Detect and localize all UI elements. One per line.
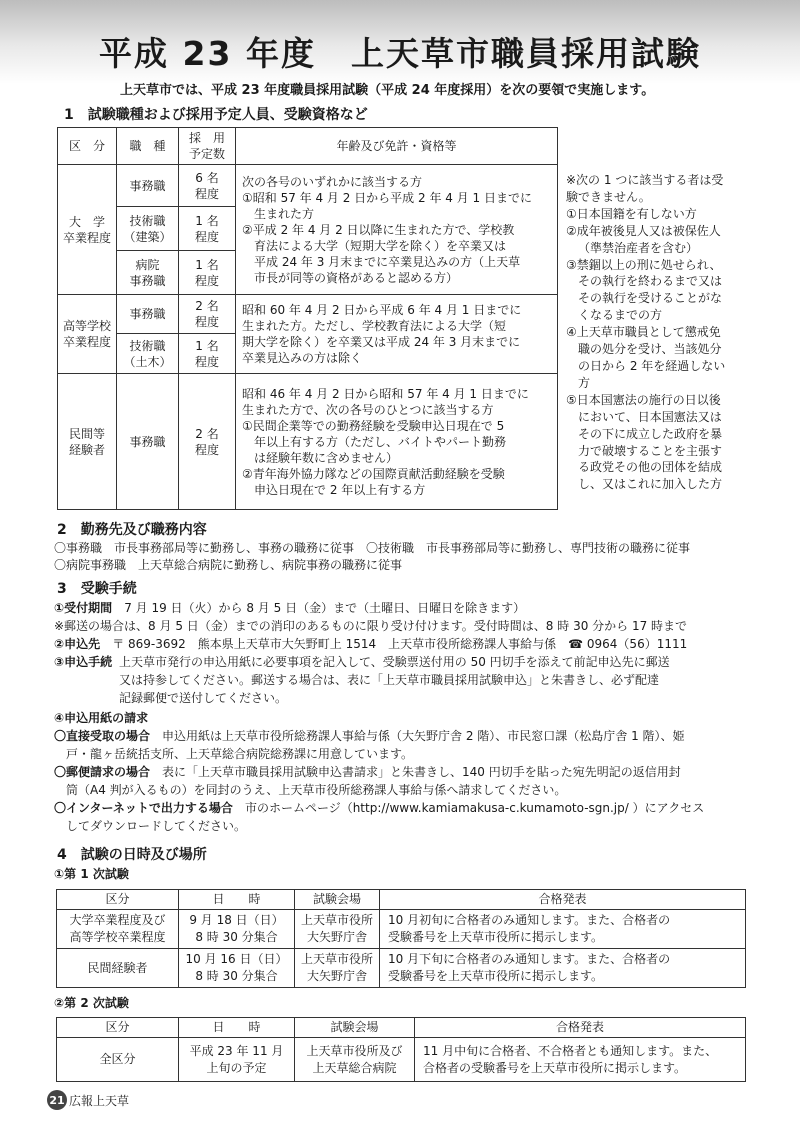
chokusetsu-text: 戸・龍ヶ岳統括支所、上天草総合病院総務課に用意しています。 bbox=[66, 747, 414, 761]
kubun-cell: 全区分 bbox=[57, 1038, 179, 1082]
kubun-cell: 民間経験者 bbox=[57, 949, 179, 988]
venue-cell: 上天草市役所 大矢野庁舎 bbox=[295, 949, 380, 988]
tetsuzuki-label: ③申込手続 bbox=[54, 655, 113, 669]
kubun-exp: 民間等 経験者 bbox=[58, 374, 117, 510]
first-exam-table bbox=[56, 889, 746, 988]
date-cell: 平成 23 年 11 月 上旬の予定 bbox=[179, 1038, 295, 1082]
count-cell: 1 名 程度 bbox=[179, 207, 236, 251]
net-row: 〇インターネットで出力する場合 市のホームページ（http://www.kamiamakusa-c.kumamoto-sgn.jp/ ）にアクセス bbox=[54, 801, 705, 815]
seikyu-heading: ④申込用紙の請求 bbox=[54, 711, 149, 725]
col-header: 区分 bbox=[57, 1018, 179, 1038]
col-header: 試験会場 bbox=[295, 1018, 415, 1038]
page-footer bbox=[47, 1090, 129, 1110]
job-cell: 技術職 （建築） bbox=[117, 207, 179, 251]
col-header: 合格発表 bbox=[415, 1018, 746, 1038]
job-cell: 技術職 （土木） bbox=[117, 334, 179, 374]
chokusetsu-row: 〇直接受取の場合 申込用紙は上天草市役所総務課人事給与係（大矢野庁舎 2 階）、市民窓口課（松島庁舎 1 階）、姫 bbox=[54, 729, 685, 743]
kubun-cell: 大学卒業程度及び 高等学校卒業程度 bbox=[57, 910, 179, 949]
req-exp: 昭和 46 年 4 月 2 日から昭和 57 年 4 月 1 日までに 生まれた方で、次の各号のひとつに該当する方 ①民間企業等での勤務経験を受験申込日現在で 5 年以上有する方（ただし、バイトやパート勤務 は経験年数に含めません） ②青年海外協力隊などの国際貢献活動経験を受験 申込日現在で 2 年以上有する方 bbox=[236, 374, 558, 510]
yubin-row: 〇郵便請求の場合 表に「上天草市職員採用試験申込書請求」と朱書きし、140 円切手を貼った宛先明記の返信用封 bbox=[54, 765, 681, 779]
venue-cell: 上天草市役所 大矢野庁舎 bbox=[295, 910, 380, 949]
col-header: 試験会場 bbox=[295, 890, 380, 910]
publication-name: 広報上天草 bbox=[69, 1093, 130, 1108]
result-cell: 10 月下旬に合格者のみ通知します。また、合格者の 受験番号を上天草市役所に掲示します。 bbox=[380, 949, 746, 988]
first-exam-heading: ①第 1 次試験 bbox=[54, 867, 129, 881]
moushikomi-row: ②申込先 〒 869-3692 熊本県上天草市大矢野町上 1514 上天草市役所総務課人事給与係 ☎ 0964（56）1111 bbox=[54, 637, 688, 651]
job-cell: 事務職 bbox=[117, 374, 179, 510]
req-high: 昭和 60 年 4 月 2 日から平成 6 年 4 月 1 日までに 生まれた方。ただし、学校教育法による大学（短 期大学を除く）を卒業又は平成 24 年 3 月末までに 卒業見込みの方は除く bbox=[236, 295, 558, 374]
yubin-text: 筒（A4 判が入るもの）を同封のうえ、上天草市役所総務課人事給与係へ請求してください。 bbox=[66, 783, 567, 797]
section4-heading: 4 試験の日時及び場所 bbox=[57, 847, 207, 863]
section1-heading: 1 試験職種および採用予定人員、受験資格など bbox=[64, 107, 368, 123]
result-cell: 10 月初旬に合格者のみ通知します。また、合格者の 受験番号を上天草市役所に掲示します。 bbox=[380, 910, 746, 949]
venue-cell: 上天草市役所及び 上天草総合病院 bbox=[295, 1038, 415, 1082]
second-exam-table bbox=[56, 1017, 746, 1082]
col-header: 日 時 bbox=[179, 1018, 295, 1038]
page-title: 平成 23 年度 上天草市職員採用試験 bbox=[99, 34, 701, 73]
date-cell: 9 月 18 日（日） 8 時 30 分集合 bbox=[179, 910, 295, 949]
tetsuzuki-text: 記録郵便で送付してください。 bbox=[119, 691, 288, 705]
col-header: 合格発表 bbox=[380, 890, 746, 910]
tetsuzuki-text: 又は持参してください。郵送する場合は、表に「上天草市職員採用試験申込」と朱書きし、必ず配達 bbox=[119, 673, 660, 687]
duty-line: 〇事務職 市長事務部局等に勤務し、事務の職務に従事 〇技術職 市長事務部局等に勤務し、専門技術の職務に従事 bbox=[54, 541, 691, 555]
section2-heading: 2 勤務先及び職務内容 bbox=[57, 522, 207, 538]
col-yotei: 採 用 予定数 bbox=[179, 128, 236, 165]
col-req: 年齢及び免許・資格等 bbox=[236, 128, 558, 165]
yuso-note: ※郵送の場合は、8 月 5 日（金）までの消印のあるものに限り受け付けます。受付時間は、8 時 30 分から 17 時まで bbox=[54, 619, 688, 633]
kubun-univ: 大 学 卒業程度 bbox=[58, 165, 117, 295]
date-cell: 10 月 16 日（日） 8 時 30 分集合 bbox=[179, 949, 295, 988]
count-cell: 1 名 程度 bbox=[179, 251, 236, 295]
tetsuzuki-text: 上天草市発行の申込用紙に必要事項を記入して、受験票送付用の 50 円切手を添えて前記申込先に郵送 bbox=[119, 655, 670, 669]
uketsuke-row: ①受付期間 7 月 19 日（火）から 8 月 5 日（金）まで（土曜日、日曜日を除きます） bbox=[54, 601, 526, 615]
kubun-high: 高等学校 卒業程度 bbox=[58, 295, 117, 374]
disqualification-note: ※次の 1 つに該当する者は受 験できません。 ①日本国籍を有しない方 ②成年被後見人又は被保佐人 （準禁治産者を含む） ③禁錮以上の刑に処せられ、 その執行を終わるまで又は その執行を受けることがな くなるまでの方 ④上天草市職員として懲戒免 職の処分を受け、当該処分 の日から 2 年を経過しない 方 ⑤日本国憲法の施行の日以後 において、日本国憲法又は その下に成立した政府を暴 力で破壊することを主張す る政党その他の団体を結成 し、又はこれに加入した方 bbox=[566, 173, 726, 492]
col-header: 日 時 bbox=[179, 890, 295, 910]
job-cell: 病院 事務職 bbox=[117, 251, 179, 295]
intro-text: 上天草市では、平成 23 年度職員採用試験（平成 24 年度採用）を次の要領で実施します。 bbox=[120, 83, 655, 98]
job-cell: 事務職 bbox=[117, 295, 179, 334]
section3-heading: 3 受験手続 bbox=[57, 581, 137, 597]
req-univ: 次の各号のいずれかに該当する方 ①昭和 57 年 4 月 2 日から平成 2 年 4 月 1 日までに 生まれた方 ②平成 2 年 4 月 2 日以降に生まれた方で、学校教 育法による大学（短期大学を除く）を卒業又は 平成 24 年 3 月末までに卒業見込みの方（上天草 市長が同等の資格があると認める方） bbox=[236, 165, 558, 295]
count-cell: 2 名 程度 bbox=[179, 374, 236, 510]
duty-line: 〇病院事務職 上天草総合病院に勤務し、病院事務の職務に従事 bbox=[54, 558, 403, 572]
result-cell: 11 月中旬に合格者、不合格者とも通知します。また、 合格者の受験番号を上天草市役所に掲示します。 bbox=[415, 1038, 746, 1082]
count-cell: 6 名 程度 bbox=[179, 165, 236, 207]
col-shokushu: 職 種 bbox=[117, 128, 179, 165]
second-exam-heading: ②第 2 次試験 bbox=[54, 996, 129, 1010]
col-kubun: 区 分 bbox=[58, 128, 117, 165]
count-cell: 2 名 程度 bbox=[179, 295, 236, 334]
count-cell: 1 名 程度 bbox=[179, 334, 236, 374]
page-number: 21 bbox=[47, 1090, 67, 1110]
qualification-table bbox=[57, 127, 558, 510]
job-cell: 事務職 bbox=[117, 165, 179, 207]
col-header: 区分 bbox=[57, 890, 179, 910]
net-text: してダウンロードしてください。 bbox=[66, 819, 247, 833]
